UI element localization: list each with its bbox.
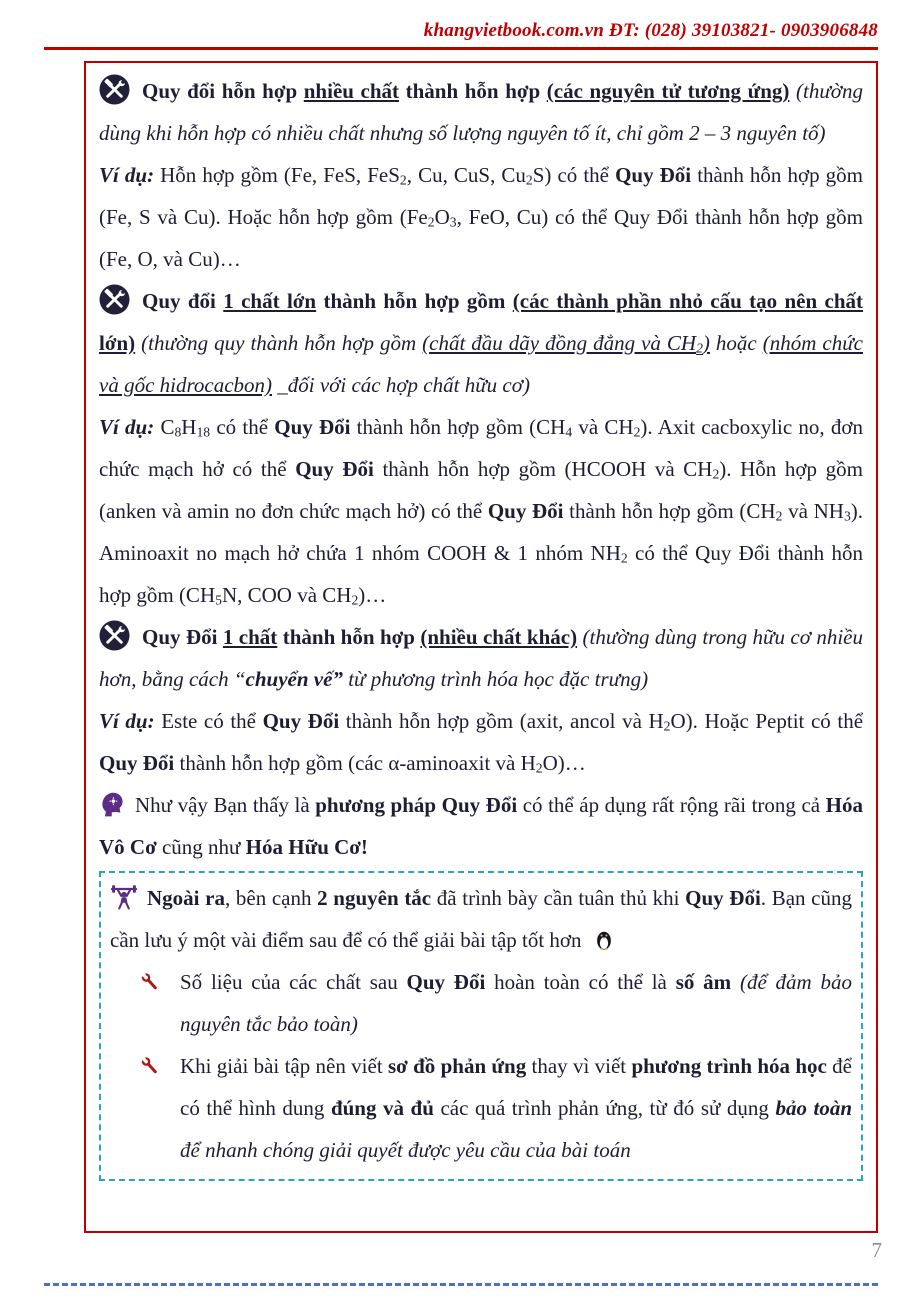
text-run: ) xyxy=(702,331,710,355)
site-header-text: khangvietbook.com.vn ĐT: (028) 39103821- 0903906848 xyxy=(423,20,878,41)
text-run: Hóa Vô Cơ xyxy=(99,793,863,859)
text-run: Quy Đổi xyxy=(685,886,761,910)
paragraph xyxy=(99,70,863,154)
text-run: 3 xyxy=(843,508,851,524)
text-run: để nhanh chóng giải quyết được yêu cầu của bài toán xyxy=(180,1138,631,1162)
text-run: ” xyxy=(332,667,343,691)
text-run: Ngoài ra xyxy=(147,886,225,910)
text-run: Quy Đổi xyxy=(262,709,340,733)
text-run: 2 xyxy=(525,172,533,188)
text-run: 2 xyxy=(351,592,359,608)
text-run: _ xyxy=(272,373,288,397)
text-run: thành hỗn hợp gồm (HCOOH và CH xyxy=(373,457,713,481)
text-run: Khi giải bài tập nên viết xyxy=(180,1054,388,1078)
header-divider-rule xyxy=(44,47,878,50)
text-run: , bên cạnh xyxy=(224,886,318,910)
paragraph xyxy=(99,700,863,784)
text-run: từ phương trình hóa học đặc trưng) xyxy=(342,667,649,691)
note-box xyxy=(99,871,863,1181)
text-run: Như vậy Bạn thấy là xyxy=(135,793,316,817)
text-run: hoặc xyxy=(709,331,763,355)
text-run: (thường quy thành hỗn hợp gồm xyxy=(141,331,423,355)
text-run: 2 xyxy=(633,424,641,440)
text-run: có thể xyxy=(210,415,275,439)
text-run: thành hỗn hợp gồm xyxy=(316,289,513,313)
bullet-paragraph xyxy=(110,1045,852,1171)
text-run: có thể Quy Đổi thành hỗn hợp gồm (CH xyxy=(99,541,863,607)
text-run: ). Aminoaxit no mạch hở chứa 1 nhóm COOH & 1 nhóm NH xyxy=(99,499,864,565)
text-run: Quy đổi hỗn hợp xyxy=(142,79,304,103)
text-run: 2 nguyên tắc xyxy=(317,886,432,910)
paragraph xyxy=(99,616,863,700)
text-run: 2 xyxy=(775,508,783,524)
text-run: Quy đổi xyxy=(142,289,224,313)
text-run: bảo toàn xyxy=(775,1096,853,1120)
text-run: O). Hoặc Peptit có thể xyxy=(670,709,864,733)
text-run: , Cu, CuS, Cu xyxy=(406,163,526,187)
text-run: thành hỗn hợp gồm (CH xyxy=(563,499,776,523)
brain-icon xyxy=(99,791,126,818)
text-run: O)… xyxy=(542,751,586,775)
main-content xyxy=(99,70,863,868)
text-run: 2 xyxy=(535,760,543,776)
text-run: C xyxy=(154,415,175,439)
tools-icon xyxy=(99,620,130,651)
footer-divider-rule xyxy=(44,1283,878,1286)
text-run: 2 xyxy=(696,340,703,356)
text-run: 3 xyxy=(449,214,457,230)
paragraph xyxy=(99,154,863,280)
text-run: . Bạn cũng cần lưu ý một vài điểm sau để có thể giải bài tập tốt hơn xyxy=(110,886,852,952)
text-run: đối với các hợp chất hữu cơ) xyxy=(287,373,530,397)
text-run: S) có thể xyxy=(532,163,616,187)
text-run: đúng và đủ xyxy=(330,1096,434,1120)
text-run: (chất đầu dãy đồng đẳng và CH xyxy=(422,331,697,355)
text-run: cũng như xyxy=(156,835,246,859)
text-run: thành hỗn hợp xyxy=(399,79,547,103)
paragraph xyxy=(99,784,863,868)
text-run: Quy Đổi xyxy=(406,970,486,994)
text-run: 5 xyxy=(215,592,222,608)
wrench-icon xyxy=(138,970,163,995)
text-run: O xyxy=(434,205,450,229)
text-run xyxy=(731,970,740,994)
text-run: phương pháp Quy Đổi xyxy=(315,793,518,817)
text-run: số âm xyxy=(675,970,732,994)
lifter-icon xyxy=(110,883,138,911)
text-run: thay vì viết xyxy=(526,1054,632,1078)
text-run: 18 xyxy=(196,424,211,440)
text-run: (để đảm bảo nguyên tắc bảo toàn) xyxy=(180,970,853,1036)
text-run: 1 chất xyxy=(222,625,278,649)
text-run: ). Axit cacboxylic no, đơn chức mạch hở có thể xyxy=(99,415,863,481)
wrench-icon xyxy=(138,1054,163,1079)
text-run: có thể áp dụng rất rộng rãi trong cả xyxy=(517,793,826,817)
text-run: thành hỗn hợp xyxy=(277,625,421,649)
text-run: Ví dụ: xyxy=(99,709,155,733)
text-run: Quy Đổi xyxy=(274,415,351,439)
text-run: 1 chất lớn xyxy=(223,289,317,313)
text-run: 2 xyxy=(620,550,628,566)
tools-icon xyxy=(99,284,130,315)
text-run: (các nguyên tử tương ứng) xyxy=(546,79,790,103)
text-run: )… xyxy=(358,583,387,607)
text-run: (thường dùng khi hỗn hợp có nhiều chất nhưng số lượng nguyên tố ít, chỉ gồm 2 – 3 nguyên tố) xyxy=(99,79,864,145)
text-run: , FeO, Cu) có thể Quy Đổi thành hỗn hợp gồm (Fe, O, và Cu)… xyxy=(99,205,863,271)
text-run: Hỗn hợp gồm (Fe, FeS, FeS xyxy=(154,163,400,187)
text-run: thành hỗn hợp gồm (CH xyxy=(350,415,566,439)
text-run: Quy Đổi xyxy=(615,163,692,187)
paragraph xyxy=(99,280,863,406)
text-run: các quá trình phản ứng, từ đó sử dụng xyxy=(433,1096,776,1120)
text-run: thành hỗn hợp gồm (các α-aminoaxit và H xyxy=(174,751,536,775)
penguin-icon xyxy=(593,929,615,951)
text-run: Ví dụ: xyxy=(99,163,155,187)
paragraph xyxy=(99,406,863,616)
text-run: chuyển vế xyxy=(245,667,333,691)
text-run: (nhóm chức và gốc hidrocacbon) xyxy=(99,331,863,397)
paragraph xyxy=(110,877,852,961)
text-run: ). Hỗn hợp gồm (anken và amin no đơn chức mạch hở) có thể xyxy=(99,457,863,523)
bullet-paragraph xyxy=(110,961,852,1045)
text-run: 2 xyxy=(427,214,435,230)
text-run: Este có thể xyxy=(154,709,263,733)
text-run: Quy Đổi xyxy=(142,625,223,649)
page-number: 7 xyxy=(871,1238,882,1262)
text-run: và CH xyxy=(572,415,634,439)
text-run: N, COO và CH xyxy=(221,583,352,607)
text-run: H xyxy=(181,415,197,439)
text-run: 4 xyxy=(565,424,573,440)
text-run: Quy Đổi xyxy=(487,499,564,523)
text-run: 2 xyxy=(712,466,720,482)
content-frame xyxy=(84,61,878,1233)
text-run: (các thành phần nhỏ cấu tạo nên chất lớn) xyxy=(99,289,863,355)
text-run: Quy Đổi xyxy=(99,751,175,775)
text-run: thành hỗn hợp gồm (axit, ancol và H xyxy=(339,709,664,733)
text-run: 2 xyxy=(399,172,407,188)
text-run: (nhiều chất khác) xyxy=(420,625,578,649)
tools-icon xyxy=(99,74,130,105)
text-run: thành hỗn hợp gồm (Fe, S và Cu). Hoặc hỗn hợp gồm (Fe xyxy=(99,163,863,229)
text-run: để có thể hình dung xyxy=(180,1054,852,1120)
text-run: Ví dụ: xyxy=(99,415,155,439)
text-run: phương trình hóa học xyxy=(631,1054,827,1078)
text-run: sơ đồ phản ứng xyxy=(387,1054,527,1078)
text-run: hoàn toàn có thể là xyxy=(485,970,676,994)
text-run: và NH xyxy=(782,499,844,523)
text-run: Số liệu của các chất sau xyxy=(180,970,407,994)
text-run: Hóa Hữu Cơ! xyxy=(245,835,368,859)
text-run: nhiều chất xyxy=(303,79,400,103)
text-run: 2 xyxy=(663,718,671,734)
text-run: 8 xyxy=(174,424,182,440)
text-run: đã trình bày cần tuân thủ khi xyxy=(431,886,686,910)
text-run: Quy Đổi xyxy=(295,457,374,481)
text-run: (thường dùng trong hữu cơ nhiều hơn, bằng cách “ xyxy=(99,625,863,691)
